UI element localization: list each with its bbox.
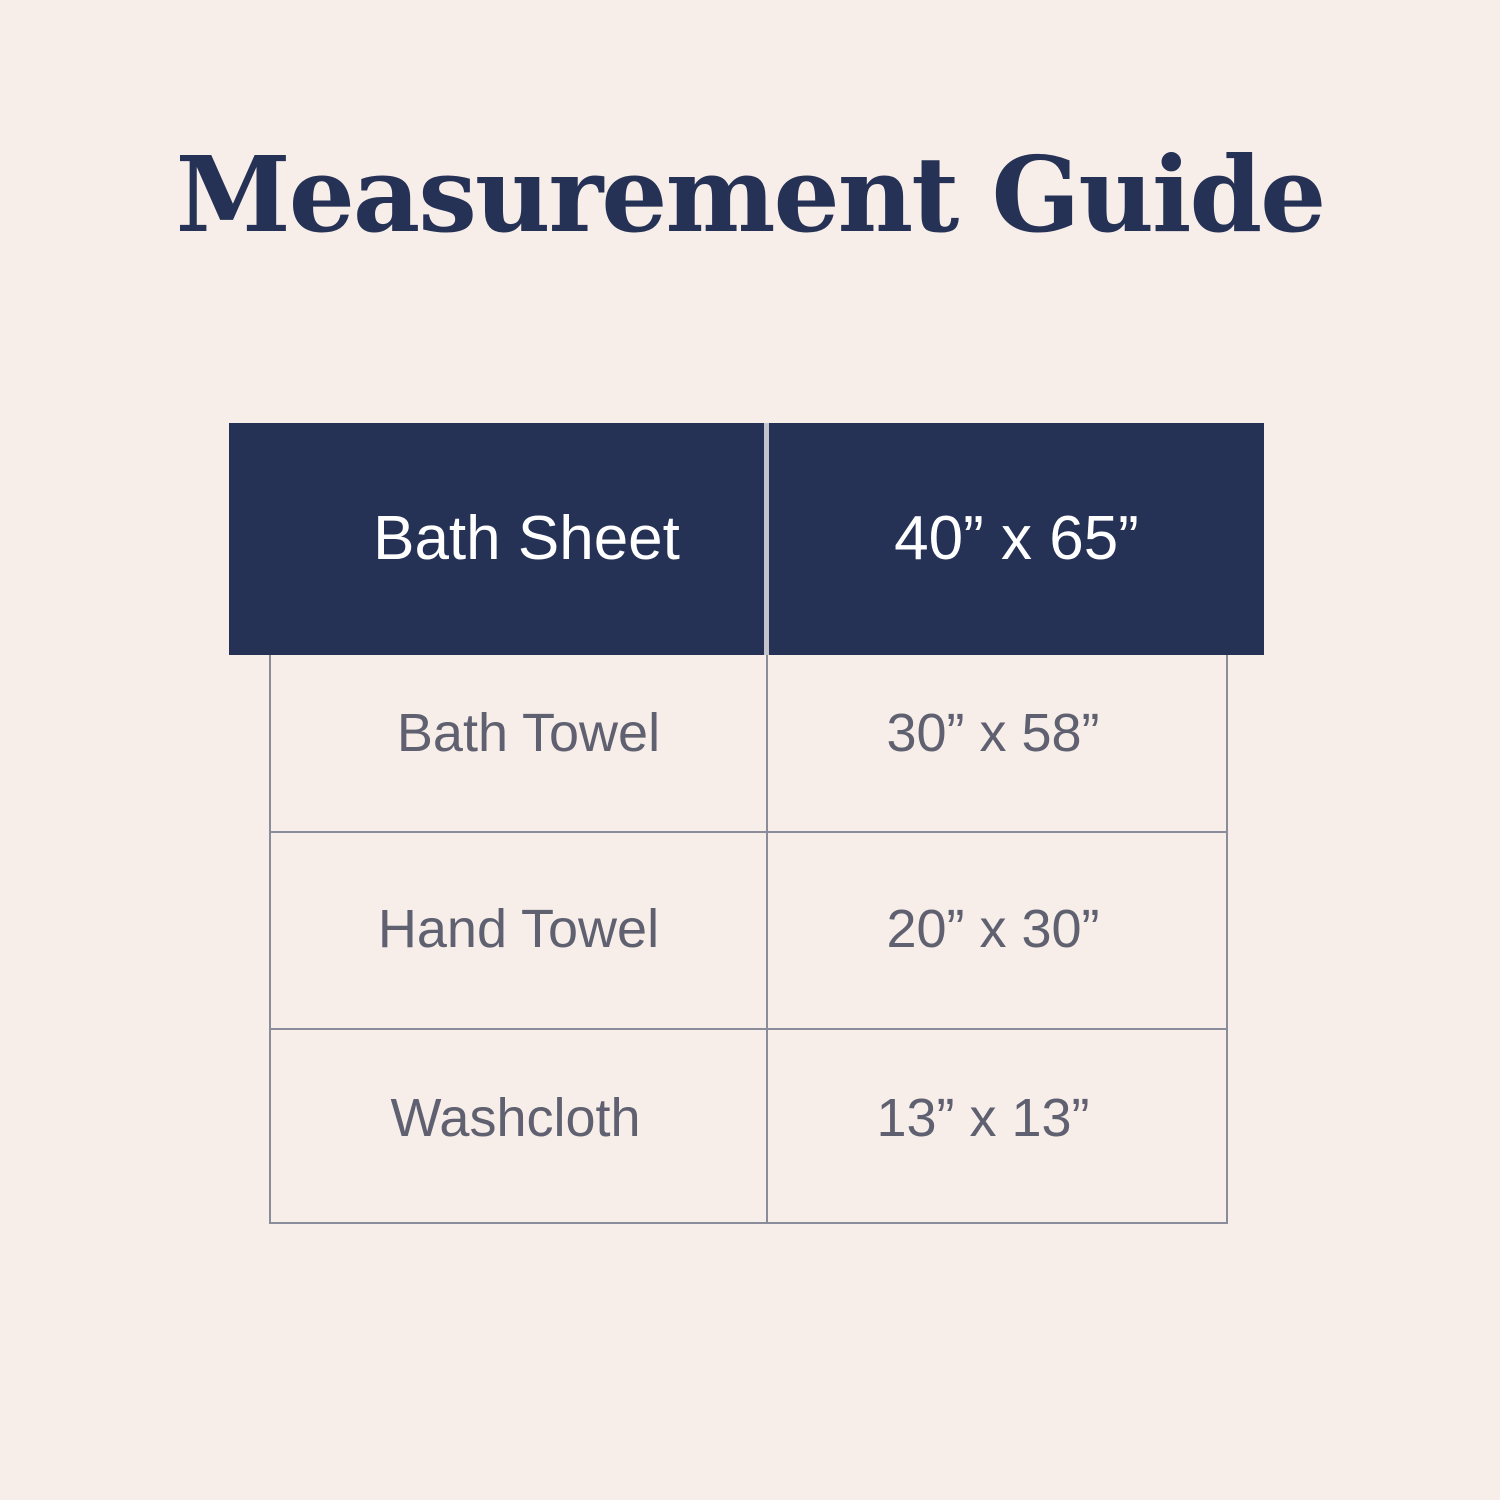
row-name-label: Hand Towel	[377, 898, 660, 959]
row-size-cell	[768, 833, 1228, 1028]
table-row	[271, 833, 1226, 1030]
row-name-cell	[271, 655, 766, 831]
row-size-label: 13” x 13”	[876, 1088, 1090, 1148]
row-name-cell	[271, 833, 766, 1028]
page-title: Measurement Guide	[175, 133, 1325, 256]
table-row	[271, 1030, 1226, 1222]
row-name-cell	[271, 1030, 766, 1222]
row-name-label: Bath Towel	[396, 703, 661, 763]
row-size-cell	[768, 655, 1228, 831]
table-row	[271, 655, 1226, 833]
header-cell-size	[769, 423, 1264, 655]
column-divider	[766, 655, 768, 1222]
header-size-label: 40” x 65”	[894, 504, 1139, 573]
row-size-label: 30” x 58”	[886, 703, 1100, 763]
size-table	[269, 655, 1228, 1224]
row-size-label: 20” x 30”	[886, 898, 1100, 959]
table-header-row	[229, 423, 1264, 655]
row-name-label: Washcloth	[390, 1088, 641, 1148]
header-name-label: Bath Sheet	[373, 504, 680, 573]
header-cell-name	[229, 423, 764, 655]
row-size-cell	[768, 1030, 1228, 1222]
